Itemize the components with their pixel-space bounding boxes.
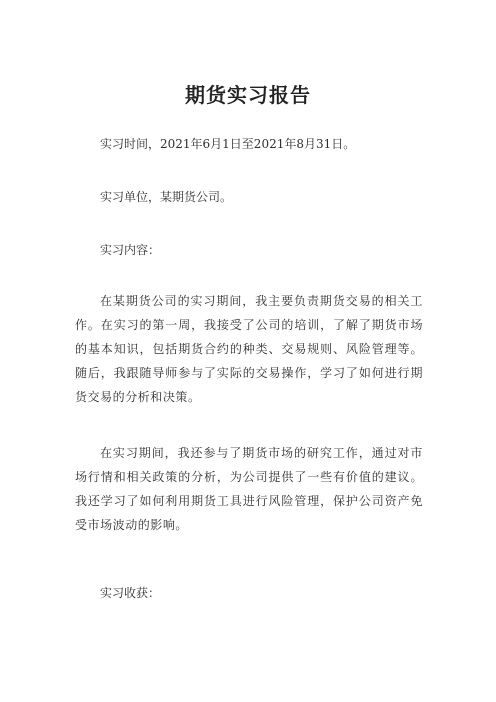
content-paragraph-2: 在实习期间，我还参与了期货市场的研究工作，通过对市场行情和相关政策的分析，为公司提供了一些有价值的建议。我还学习了如何利用期货工具进行风险管理，保护公司资产免受市场波动的影响。 [75, 446, 423, 532]
document-title: 期货实习报告 [185, 83, 311, 107]
internship-time-line: 实习时间，2021年6月1日至2021年8月31日。 [100, 137, 356, 151]
internship-unit-line: 实习单位，某期货公司。 [100, 190, 233, 204]
content-paragraph-1: 在某期货公司的实习期间，我主要负责期货交易的相关工作。在实习的第一周，我接受了公司的培训，了解了期货市场的基本知识，包括期货合约的种类、交易规则、风险管理等。随后，我跟随导师参与了实际的交易操作，学习了如何进行期货交易的分析和决策。 [75, 294, 423, 404]
content-heading: 实习内容： [100, 243, 161, 257]
gains-heading: 实习收获： [100, 586, 161, 600]
